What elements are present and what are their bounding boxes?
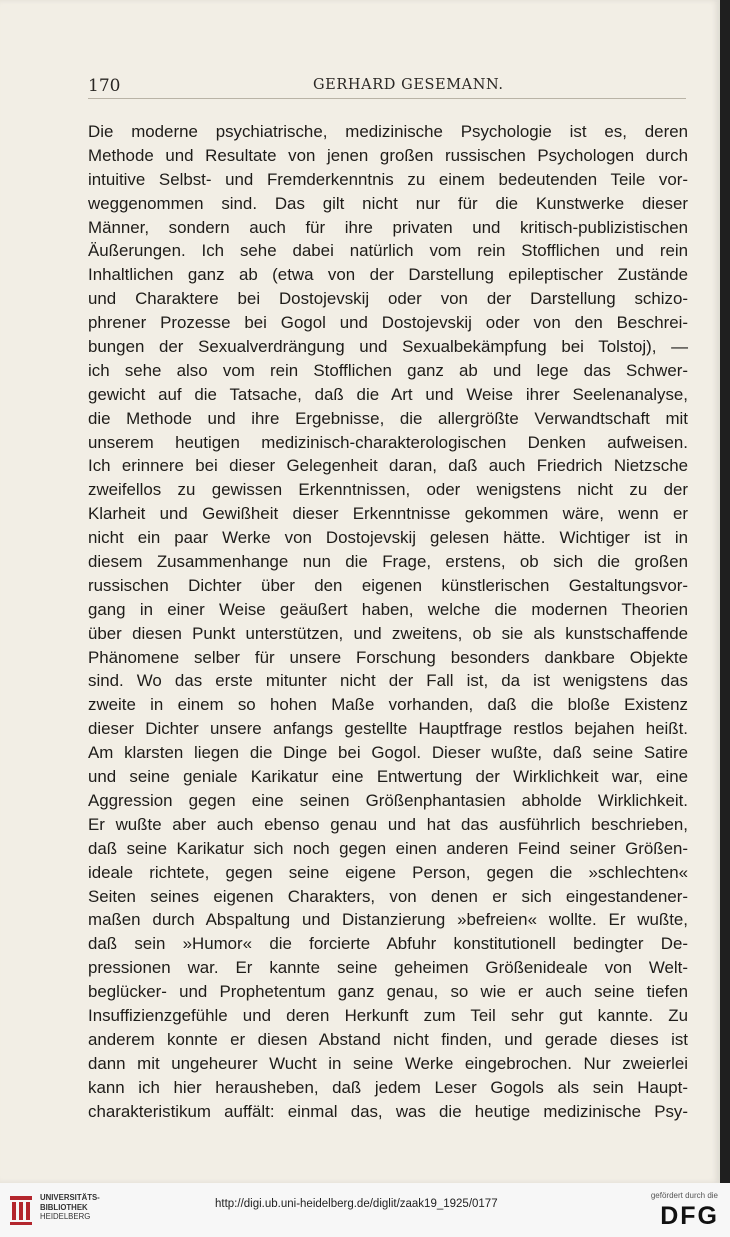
text-line: Phänomene selber für unsere Forschung besonders dankbare Objekte [88, 647, 688, 667]
text-line: Seiten seines eigenen Charakters, von denen er sich eingestandener- [88, 886, 688, 906]
page-header [88, 74, 686, 99]
library-name: UNIVERSITÄTS- BIBLIOTHEK HEIDELBERG [40, 1193, 100, 1221]
text-line: Aggression gegen eine seinen Größenphantasien abholde Wirklichkeit. [88, 790, 688, 810]
text-line: Ich erinnere bei dieser Gelegenheit daran, daß auch Friedrich Nietzsche [88, 456, 688, 476]
text-line: pressionen war. Er kannte seine geheimen Größenideale von Welt- [88, 958, 688, 978]
text-line: Methode und Resultate von jenen großen russischen Psychologen durch [88, 145, 688, 165]
text-line: Inhaltlichen ganz ab (etwa von der Darstellung epileptischer Zustände [88, 265, 688, 285]
body-text [88, 120, 688, 1123]
text-line: und seine geniale Karikatur eine Entwertung der Wirklichkeit war, eine [88, 767, 688, 787]
text-line: anderem konnte er diesen Abstand nicht finden, und gerade dieses ist [88, 1029, 688, 1049]
text-line: daß sein »Humor« die forcierte Abfuhr konstitutionell bedingter De- [88, 934, 688, 954]
text-line: maßen durch Abspaltung und Distanzierung »befreien« wollte. Er wußte, [88, 910, 688, 930]
text-line: sind. Wo das erste mitunter nicht der Fall ist, da ist wenigstens das [88, 671, 688, 691]
text-line: Äußerungen. Ich sehe dabei natürlich vom rein Stofflichen und rein [88, 241, 688, 261]
dfg-logo: DFG [660, 1202, 719, 1230]
text-line: nicht ein paar Werke von Dostojevskij gelesen hätte. Wichtiger ist in [88, 528, 688, 548]
text-line: dieser Dichter unsere anfangs gestellte Hauptfrage restlos bejahen heißt. [88, 719, 688, 739]
funded-by-label: gefördert durch die [650, 1191, 718, 1200]
text-line: ideale richtete, gegen seine eigene Person, gegen die »schlechten« [88, 862, 688, 882]
text-line: bungen der Sexualverdrängung und Sexualbekämpfung bei Tolstoj), — [88, 337, 688, 357]
university-library-logo-icon [8, 1192, 36, 1228]
text-line: phrener Prozesse bei Gogol und Dostojevskij oder von den Beschrei- [88, 313, 688, 333]
text-line: Die moderne psychiatrische, medizinische Psychologie ist es, deren [88, 122, 688, 141]
text-line: zweite in einem so hohen Maße vorhanden, daß die bloße Existenz [88, 695, 688, 715]
text-line: Er wußte aber auch ebenso genau und hat das ausführlich beschrieben, [88, 814, 688, 834]
running-head: GERHARD GESEMANN. [313, 77, 504, 93]
text-line: dann mit ungeheurer Wucht in seine Werke eingebrochen. Nur zweierlei [88, 1053, 688, 1073]
text-line: kann ich hier herausheben, daß jedem Leser Gogols als sein Haupt- [88, 1077, 688, 1097]
text-line: charakteristikum auffält: einmal das, was die heutige medizinische Psy- [88, 1101, 688, 1121]
text-line: über diesen Punkt unterstützen, und zweitens, ob sie als kunstschaffende [88, 623, 688, 643]
viewer-footer [0, 1183, 730, 1237]
text-line: daß seine Karikatur sich noch gegen einen anderen Feind seiner Größen- [88, 838, 688, 858]
text-line: diesem Zusammenhange nun die Frage, erstens, ob sich die großen [88, 552, 688, 572]
text-line: beglücker- und Prophetentum ganz genau, so wie er auch seine tiefen [88, 982, 688, 1002]
page-number: 170 [88, 76, 121, 96]
text-line: Männer, sondern auch für ihre privaten und kritisch-publizistischen [88, 217, 688, 237]
text-line: und Charaktere bei Dostojevskij oder von der Darstellung schizo- [88, 289, 688, 309]
text-line: Insuffizienzgefühle und deren Herkunft zum Teil sehr gut kannte. Zu [88, 1005, 688, 1025]
text-line: weggenommen sind. Das gilt nicht nur für die Kunstwerke dieser [88, 193, 688, 213]
text-line: intuitive Selbst- und Fremderkenntnis zu einem bedeutenden Teile vor- [88, 169, 688, 189]
text-line: gang in einer Weise geäußert haben, welche die modernen Theorien [88, 599, 688, 619]
permalink[interactable]: http://digi.ub.uni-heidelberg.de/diglit/zaak19_1925/0177 [215, 1198, 498, 1210]
text-line: die Methode und ihre Ergebnisse, die allergrößte Verwandtschaft mit [88, 408, 688, 428]
text-line: russischen Dichter über den eigenen künstlerischen Gestaltungsvor- [88, 575, 688, 595]
text-line: Klarheit und Gewißheit dieser Erkenntnisse gekommen wäre, wenn er [88, 504, 688, 524]
text-line: zweifellos zu gewissen Erkenntnissen, oder wenigstens nicht zu der [88, 480, 688, 500]
text-line: Am klarsten liegen die Dinge bei Gogol. Dieser wußte, daß seine Satire [88, 743, 688, 763]
text-line: gewicht auf die Tatsache, daß die Art und Weise ihrer Seelenanalyse, [88, 384, 688, 404]
text-line: ich sehe also vom rein Stofflichen ganz ab und lege das Schwer- [88, 360, 688, 380]
text-line: unserem heutigen medizinisch-charakterologischen Denken aufweisen. [88, 432, 688, 452]
